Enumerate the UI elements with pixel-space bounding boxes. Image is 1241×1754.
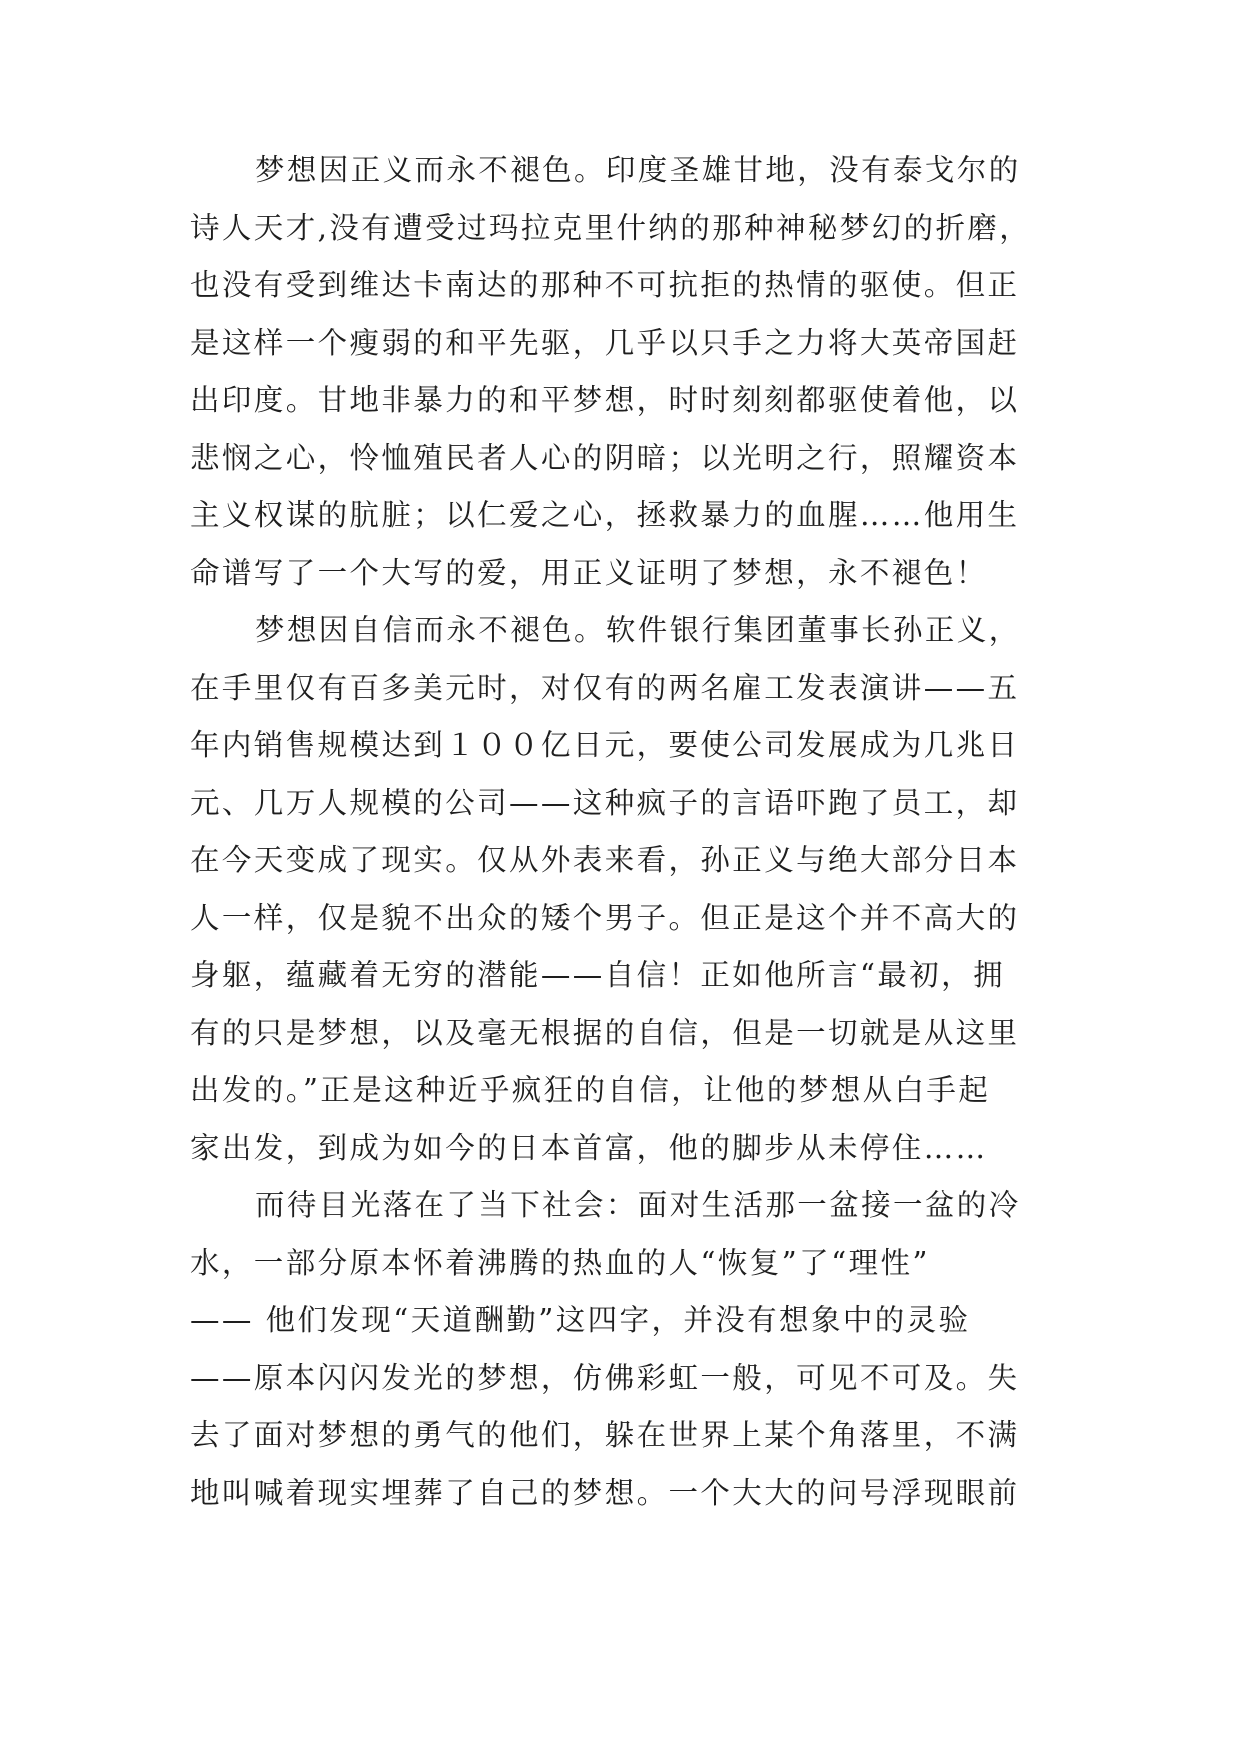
paragraph-2-line-7: 身躯，蕴藏着无穷的潜能——自信！正如他所言“最初，拥	[190, 958, 1005, 992]
paragraph-2-line-8: 有的只是梦想，以及毫无根据的自信，但是一切就是从这里	[190, 1016, 1020, 1050]
paragraph-3-line-6: 地叫喊着现实埋葬了自己的梦想。一个大大的问号浮现眼前	[190, 1476, 1020, 1510]
paragraph-2-line-9: 出发的。”正是这种近乎疯狂的自信，让他的梦想从白手起	[190, 1073, 991, 1107]
paragraph-3-line-1: 而待目光落在了当下社会：面对生活那一盆接一盆的冷	[255, 1188, 1021, 1222]
paragraph-3-line-5: 去了面对梦想的勇气的他们，躲在世界上某个角落里，不满	[190, 1418, 1020, 1452]
paragraph-2-line-6: 人一样，仅是貌不出众的矮个男子。但正是这个并不高大的	[190, 901, 1020, 935]
paragraph-2-line-3: 年内销售规模达到１００亿日元，要使公司发展成为几兆日	[190, 728, 1020, 762]
paragraph-3-line-4: ——原本闪闪发光的梦想，仿佛彩虹一般，可见不可及。失	[190, 1361, 1020, 1395]
paragraph-3-line-2: 水，一部分原本怀着沸腾的热血的人“恢复”了“理性”	[190, 1246, 930, 1280]
paragraph-2-line-5: 在今天变成了现实。仅从外表来看，孙正义与绝大部分日本	[190, 843, 1020, 877]
paragraph-1-line-1: 梦想因正义而永不褪色。印度圣雄甘地，没有泰戈尔的	[255, 153, 1021, 187]
paragraph-1-line-7: 主义权谋的肮脏；以仁爱之心，拯救暴力的血腥……他用生	[190, 498, 1020, 532]
paragraph-2-line-10: 家出发，到成为如今的日本首富，他的脚步从未停住……	[190, 1131, 988, 1165]
paragraph-1-line-2: 诗人天才,没有遭受过玛拉克里什纳的那种神秘梦幻的折磨，	[190, 211, 1032, 245]
paragraph-1-line-8: 命谱写了一个大写的爱，用正义证明了梦想，永不褪色！	[190, 556, 988, 590]
paragraph-1-line-3: 也没有受到维达卡南达的那种不可抗拒的热情的驱使。但正	[190, 268, 1020, 302]
paragraph-2-line-2: 在手里仅有百多美元时，对仅有的两名雇工发表演讲——五	[190, 671, 1020, 705]
paragraph-1-line-6: 悲悯之心，怜恤殖民者人心的阴暗；以光明之行，照耀资本	[190, 441, 1020, 475]
paragraph-1-line-5: 出印度。甘地非暴力的和平梦想，时时刻刻都驱使着他，以	[190, 383, 1020, 417]
paragraph-3-line-3: —— 他们发现“天道酬勤”这四字，并没有想象中的灵验	[190, 1303, 971, 1337]
paragraph-1-line-4: 是这样一个瘦弱的和平先驱，几乎以只手之力将大英帝国赶	[190, 326, 1020, 360]
paragraph-2-line-4: 元、几万人规模的公司——这种疯子的言语吓跑了员工，却	[190, 786, 1020, 820]
paragraph-2-line-1: 梦想因自信而永不褪色。软件银行集团董事长孙正义，	[255, 613, 1021, 647]
